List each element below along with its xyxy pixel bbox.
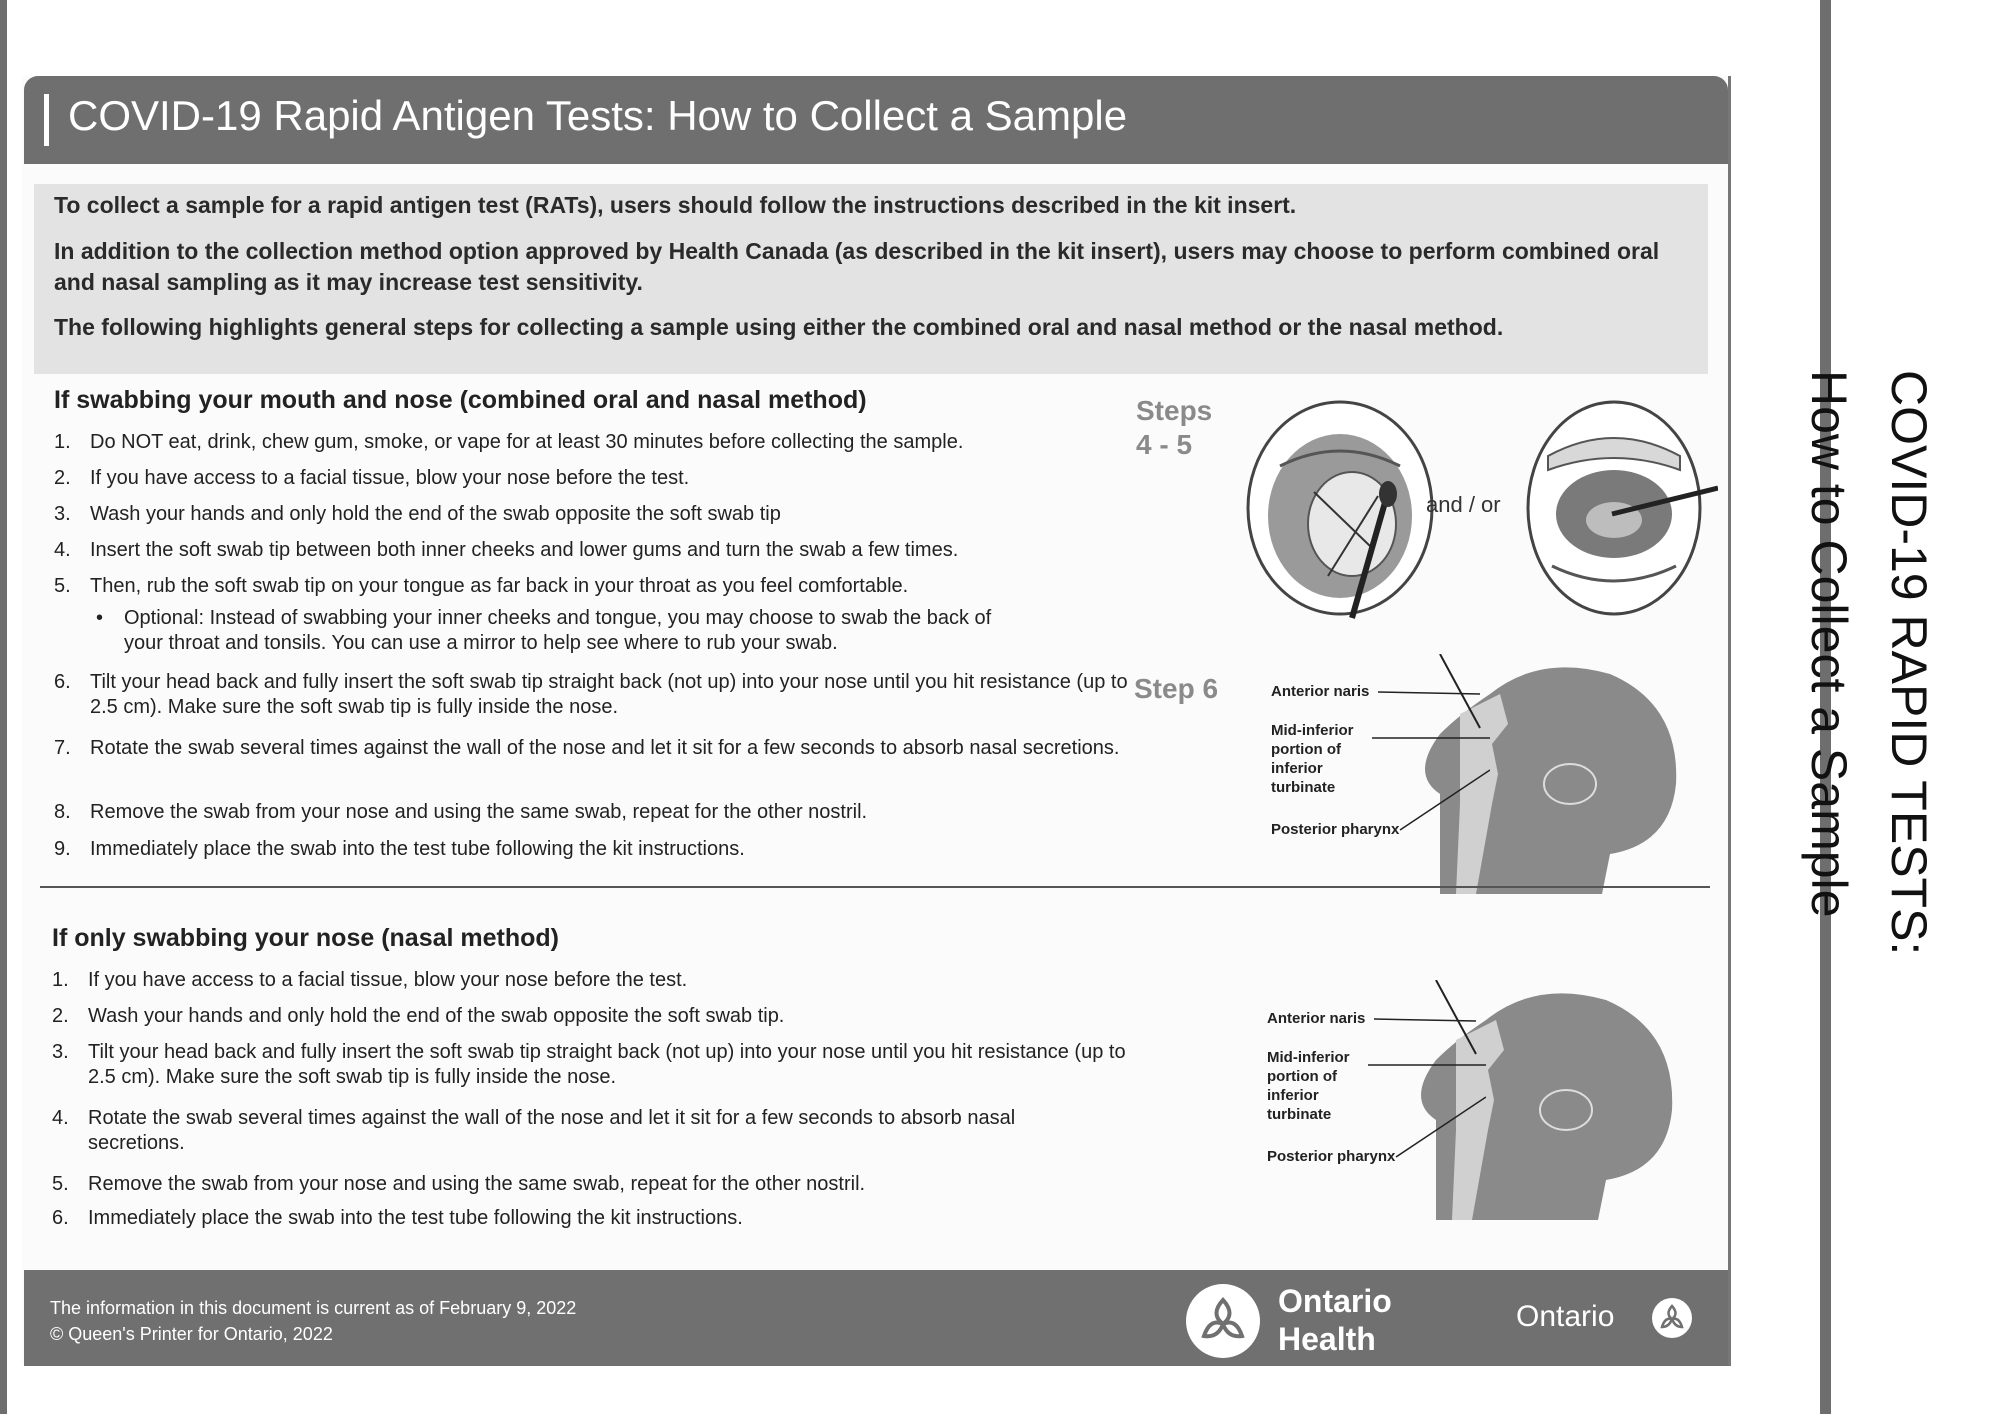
section-divider [40,886,1710,888]
nasal-pointer-lines [1366,1007,1486,1167]
optional-text: Optional: Instead of swabbing your inner cheeks and tongue, you may choose to swab the back of your throat and tonsils. You can use a mirror to help see where to rub your swab. [124,607,992,654]
step-text: Rotate the swab several times against the wall of the nose and let it sit for a few seconds to absorb nasal secretions. [90,737,1120,759]
step-text: Immediately place the swab into the test tube following the kit instructions. [88,1207,743,1229]
combined-step [54,736,1134,786]
ontario-health-line-2: Health [1278,1321,1376,1357]
step-number: 4. [54,539,71,561]
footer-copyright: © Queen's Printer for Ontario, 2022 [50,1324,333,1344]
combined-step [54,837,1134,862]
intro-box [34,184,1708,374]
combined-step [54,466,1134,491]
ontario-health-line-1: Ontario [1278,1283,1392,1319]
steps-label-range: 4 - 5 [1136,429,1193,460]
nasal-step [52,1206,1132,1231]
nasal-step [52,1004,1132,1029]
label-anterior-naris: Anterior naris [1271,683,1370,700]
step-number: 6. [52,1207,69,1229]
step-text: Then, rub the soft swab tip on your tongue as far back in your throat as you feel comfortable. [90,575,909,597]
ontario-health-trillium-icon [1186,1284,1260,1358]
step-number: 1. [54,431,71,453]
nasal-step [52,1040,1132,1090]
side-title-line-1: COVID-19 RAPID TESTS: [1881,370,1937,956]
intro-paragraph-3: The following highlights general steps for collecting a sample using either the combined oral and nasal method or the nasal method. [54,314,1504,340]
step-text: Do NOT eat, drink, chew gum, smoke, or vape for at least 30 minutes before collecting the sample. [90,431,964,453]
ontario-trillium-icon [1652,1298,1692,1338]
side-title-line-2: How to Collect a Sample [1801,370,1857,918]
step-text: Wash your hands and only hold the end of the swab opposite the soft swab tip. [88,1005,785,1027]
nasal-method-title: If only swabbing your nose (nasal method) [52,924,559,952]
label-anterior-naris-2: Anterior naris [1267,1010,1366,1027]
side-title [1800,370,1938,955]
step-text: Insert the soft swab tip between both inner cheeks and lower gums and turn the swab a few times. [90,539,959,561]
label-posterior-pharynx: Posterior pharynx [1271,821,1400,838]
step-number: 1. [52,969,69,991]
trillium-icon [1186,1284,1260,1358]
intro-paragraph-1: To collect a sample for a rapid antigen test (RATs), users should follow the instructions described in the kit insert. [54,192,1297,218]
combined-step [54,538,1134,563]
footer-bar [24,1270,1728,1366]
step-number: 7. [54,737,71,759]
combined-step [54,800,1134,825]
label-mid-inferior-2: Mid-inferior portion of inferior turbinate [1267,1049,1350,1123]
nasal-step [52,968,1132,993]
page-border-left [0,0,7,1414]
bullet-dot: • [96,607,104,629]
step-6-pointer-lines [1370,680,1490,840]
step-text: Immediately place the swab into the test tube following the kit instructions. [90,838,745,860]
step-number: 6. [54,671,71,693]
step-text: Remove the swab from your nose and using the same swab, repeat for the other nostril. [90,801,868,823]
mouth-front-illustration [1522,396,1718,621]
step-number: 5. [54,575,71,597]
combined-method-title: If swabbing your mouth and nose (combined oral and nasal method) [54,386,867,414]
and-or-label: and / or [1426,492,1501,517]
step-6-label: Step 6 [1134,673,1219,704]
step-number: 9. [54,838,71,860]
step-text: Wash your hands and only hold the end of the swab opposite the soft swab tip [90,503,781,525]
combined-step [54,574,1134,599]
combined-step [54,430,1134,455]
nasal-step [52,1172,1132,1197]
step-number: 5. [52,1173,69,1195]
step-number: 2. [54,467,71,489]
step-number: 3. [54,503,71,525]
header-bar [24,76,1728,164]
step-number: 8. [54,801,71,823]
step-number: 3. [52,1041,69,1063]
nasal-step [52,1106,1132,1156]
intro-paragraph-2: In addition to the collection method option approved by Health Canada (as described in the kit insert), users may choose to perform combined oral and nasal sampling as it may increase test sensitivity. [54,238,1660,295]
step-text: Tilt your head back and fully insert the soft swab tip straight back (not up) into your nose until you hit resistance (up to 2.5 cm). Make sure the soft swab tip is fully inside the nose. [88,1041,1126,1088]
steps-4-5-label [1136,394,1212,462]
ontario-health-wordmark [1278,1282,1392,1358]
step-text: Tilt your head back and fully insert the soft swab tip straight back (not up) into your nose until you hit resistance (up to 2.5 cm). Make sure the soft swab tip is fully inside the nose. [90,671,1128,718]
step-number: 4. [52,1107,69,1129]
mouth-side-illustration [1240,396,1450,621]
ontario-wordmark: Ontario [1516,1300,1615,1333]
footer-currency-note: The information in this document is current as of February 9, 2022 [50,1298,577,1318]
combined-step [54,502,1134,527]
step-text: Rotate the swab several times against the wall of the nose and let it sit for a few seconds to absorb nasal secretions. [88,1107,1016,1154]
step-text: If you have access to a facial tissue, blow your nose before the test. [88,969,688,991]
header-accent-line [44,94,49,146]
trillium-small-icon [1652,1298,1692,1338]
steps-label-word: Steps [1136,395,1213,426]
page-title: COVID-19 Rapid Antigen Tests: How to Collect a Sample [68,92,1128,139]
label-posterior-pharynx-2: Posterior pharynx [1267,1148,1396,1165]
step-text: Remove the swab from your nose and using the same swab, repeat for the other nostril. [88,1173,866,1195]
combined-step [54,670,1134,720]
step-text: If you have access to a facial tissue, blow your nose before the test. [90,467,690,489]
label-mid-inferior: Mid-inferior portion of inferior turbinate [1271,722,1354,796]
step-number: 2. [52,1005,69,1027]
